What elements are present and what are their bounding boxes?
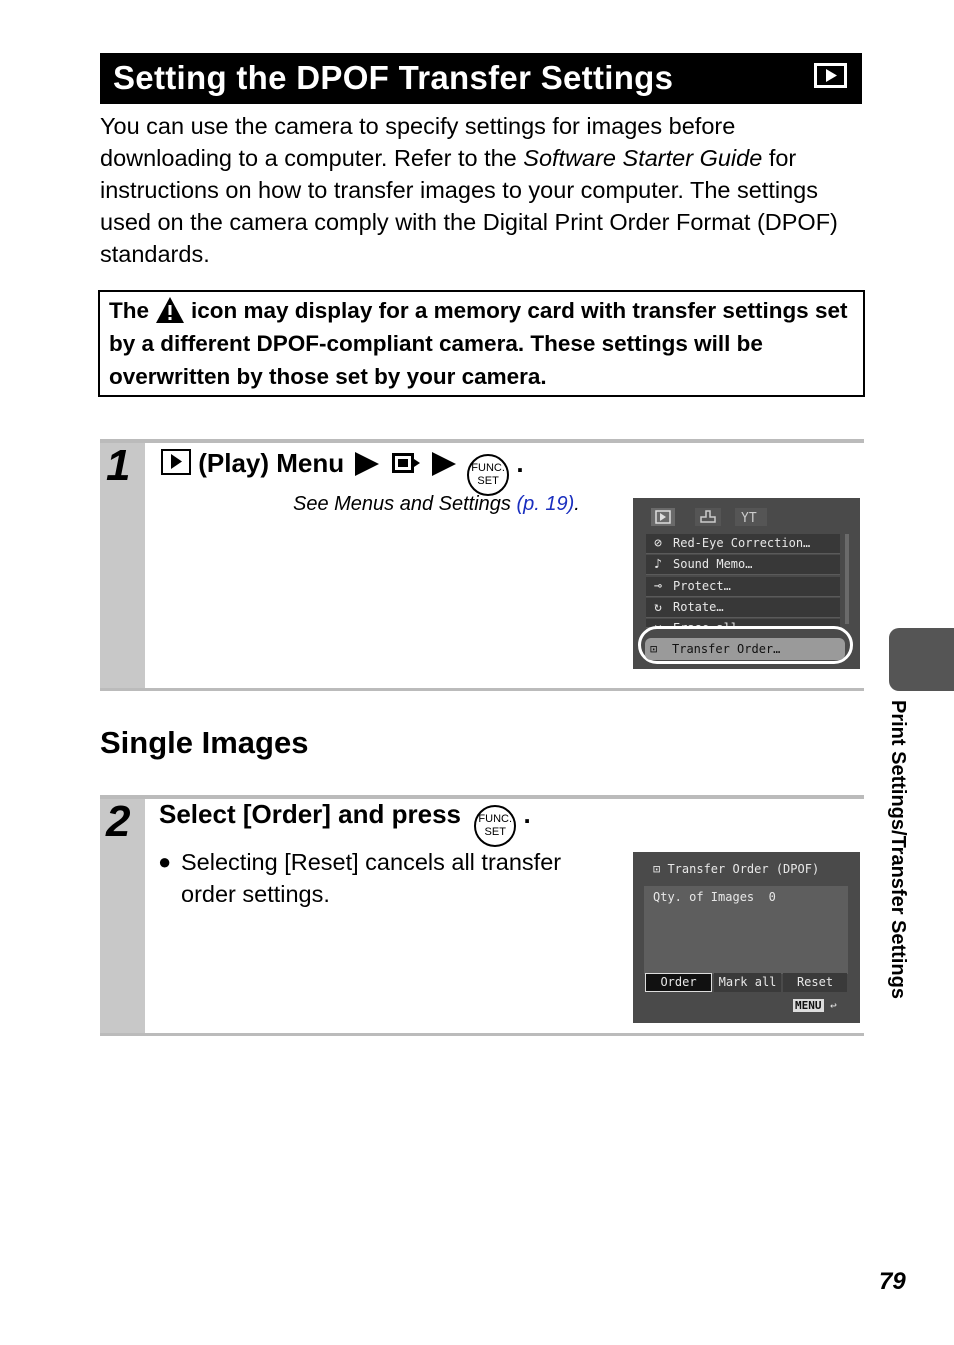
warning-icon [155,296,185,324]
screen-body [644,886,848,974]
play-menu-label: (Play) Menu [198,448,345,478]
menu-back-hint[interactable] [793,999,837,1012]
warning-text [109,294,849,393]
transfer-order-icon: ⊡ [650,642,658,656]
intro-text-1: You can use the camera to specify settings for images before downloading to a computer. Refer to the [100,113,736,171]
chapter-tab [889,628,954,691]
reset-button[interactable]: Reset [783,973,847,992]
sound-memo-icon: ♪ [654,557,662,572]
intro-text-2: for instructions on how to transfer images to your computer. The settings used on the camera comply with the Digital Print Order Format (DPOF) standards. [100,145,838,267]
key-icon: ⊸ [654,579,662,594]
page-title: Setting the DPOF Transfer Settings [113,59,674,96]
menu-item[interactable]: ⊸ Protect… [646,577,840,597]
divider [100,1033,864,1036]
menu-item[interactable]: ♪ Sound Memo… [646,555,840,575]
divider [100,439,864,443]
return-arrow-icon: ↩ [823,999,837,1012]
step-number: 2 [106,797,131,846]
warning-after: icon may display for a memory card with transfer settings set by a different DPOF-compliant camera. These settings will be overwritten by those set by your camera. [109,298,848,389]
page-reference-link[interactable]: (p. 19) [516,493,575,515]
menu-button-label: MENU [795,999,822,1012]
divider [100,688,864,691]
menu-tabs [651,506,771,528]
menu-item[interactable]: ↻ Rotate… [646,598,840,618]
menu-item-transfer-order[interactable]: ⊡ Transfer Order… [645,638,845,660]
step-number: 1 [106,441,131,490]
arrow-right-icon [355,452,379,476]
camera-menu-screen [633,498,860,669]
page-number: 79 [879,1268,906,1295]
warning-before: The [109,298,150,323]
step-2-heading [159,799,531,847]
func-set-button-icon: FUNC. SET [467,454,509,496]
rotate-icon: ↻ [654,600,662,615]
order-button[interactable]: Order [645,973,712,992]
step-1-panel [100,439,864,691]
mark-all-button[interactable]: Mark all [714,973,781,992]
warning-box [98,290,865,397]
func-set-button-icon: FUNC. SET [474,805,516,847]
scrollbar[interactable] [845,534,849,624]
bullet-text: Selecting [Reset] cancels all transfer order settings. [181,849,562,907]
chapter-tab-label: Print Settings/Transfer Settings [887,700,909,999]
step-2-instruction: Select [Order] and press [159,799,461,829]
play-mode-icon [814,63,847,88]
step-2-bullet [158,846,608,910]
bullet-dot-icon: ● [158,849,172,874]
period: . [523,799,531,829]
step-2-panel [100,795,864,1036]
intro-paragraph [100,110,870,270]
play-icon [161,449,191,475]
arrow-right-icon [432,452,456,476]
screen-title: ⊡ Transfer Order (DPOF) [653,862,820,876]
see-menus-note: See Menus and Settings (p. 19). [293,493,580,515]
section-heading: Single Images [100,725,309,760]
menu-tab-icons [651,506,771,528]
transfer-order-screen [633,852,860,1023]
qty-of-images: Qty. of Images 0 [653,890,776,904]
red-eye-icon: ⊘ [654,536,662,551]
menu-item[interactable]: ⊘ Red-Eye Correction… [646,534,840,554]
step-1-heading [161,448,524,496]
transfer-order-icon: ⊡ [653,862,668,876]
svg-text:YT: YT [741,511,757,526]
period: . [516,448,524,478]
transfer-order-icon [391,450,421,476]
title-bar [100,53,862,104]
guide-title: Software Starter Guide [523,145,763,171]
